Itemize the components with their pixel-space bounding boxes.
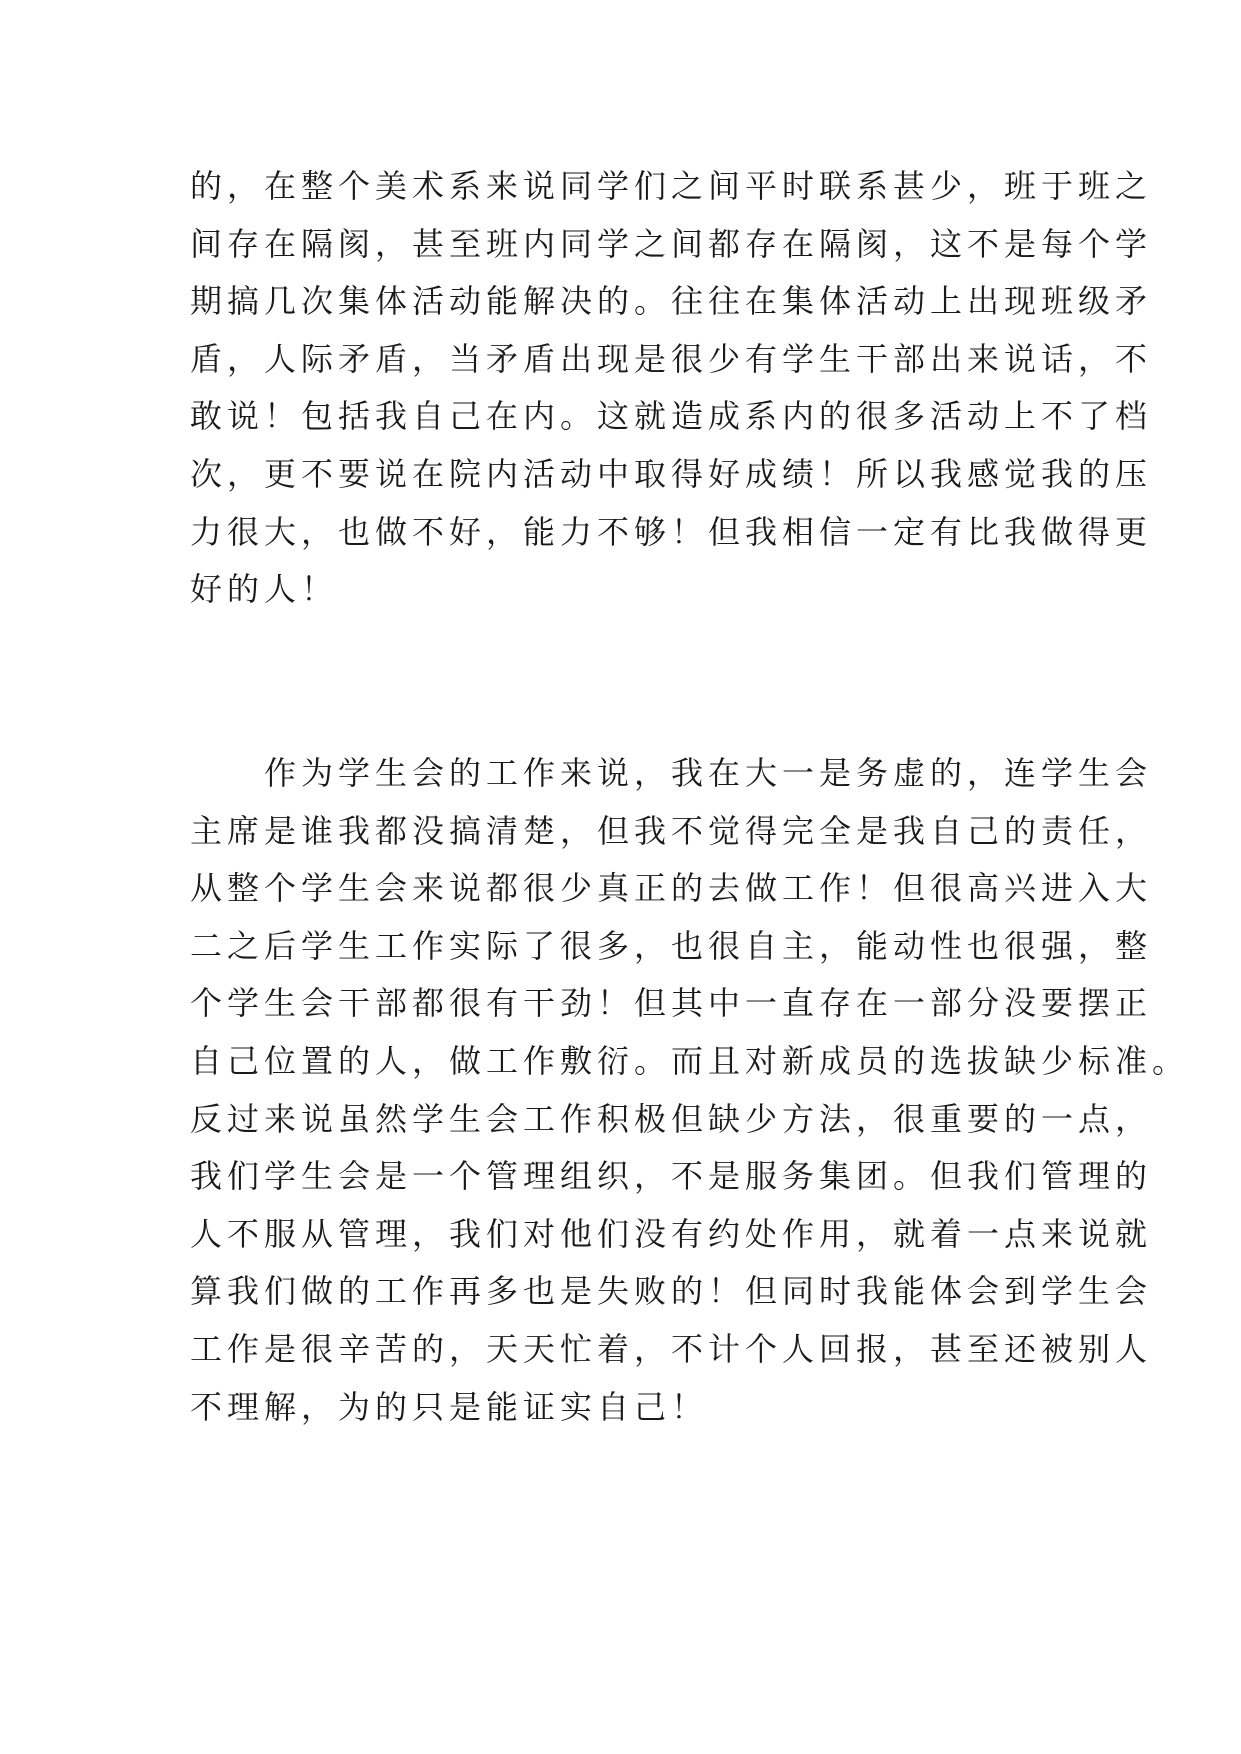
text-line: 的，在整个美术系来说同学们之间平时联系甚少，班于班之 [190, 167, 1153, 205]
text-line: 不理解，为的只是能证实自己！ [190, 1387, 709, 1426]
text-line: 人不服从管理，我们对他们没有约处作用，就着一点来说就 [190, 1214, 1153, 1253]
text-line: 从整个学生会来说都很少真正的去做工作！但很高兴进入大 [190, 869, 1153, 908]
text-line: 工作是很辛苦的，天天忙着，不计个人回报，甚至还被别人 [190, 1329, 1153, 1368]
text-line: 间存在隔阂，甚至班内同学之间都存在隔阂，这不是每个学 [190, 224, 1153, 263]
text-line: 主席是谁我都没搞清楚，但我不觉得完全是我自己的责任， [190, 811, 1153, 850]
text-line: 我们学生会是一个管理组织，不是服务集团。但我们管理的 [190, 1157, 1153, 1196]
text-line: 好的人！ [190, 570, 339, 609]
text-line: 反过来说虽然学生会工作积极但缺少方法，很重要的一点， [190, 1099, 1153, 1138]
text-line: 期搞几次集体活动能解决的。往往在集体活动上出现班级矛 [190, 282, 1153, 321]
text-line: 算我们做的工作再多也是失败的！但同时我能体会到学生会 [190, 1272, 1153, 1311]
text-line: 二之后学生工作实际了很多，也很自主，能动性也很强，整 [190, 926, 1153, 965]
paragraph-1 [190, 158, 1153, 619]
text-line: 自己位置的人，做工作敷衍。而且对新成员的选拔缺少标准。 [190, 1041, 1190, 1080]
text-line: 个学生会干部都很有干劲！但其中一直存在一部分没要摆正 [190, 984, 1153, 1023]
text-line: 敢说！包括我自己在内。这就造成系内的很多活动上不了档 [190, 397, 1153, 436]
text-line: 作为学生会的工作来说，我在大一是务虚的，连学生会 [190, 754, 1153, 792]
text-line: 盾，人际矛盾，当矛盾出现是很少有学生干部出来说话，不 [190, 339, 1153, 378]
paragraph-2 [190, 745, 1190, 1436]
text-line: 力很大，也做不好，能力不够！但我相信一定有比我做得更 [190, 512, 1153, 551]
text-line: 次，更不要说在院内活动中取得好成绩！所以我感觉我的压 [190, 454, 1153, 493]
